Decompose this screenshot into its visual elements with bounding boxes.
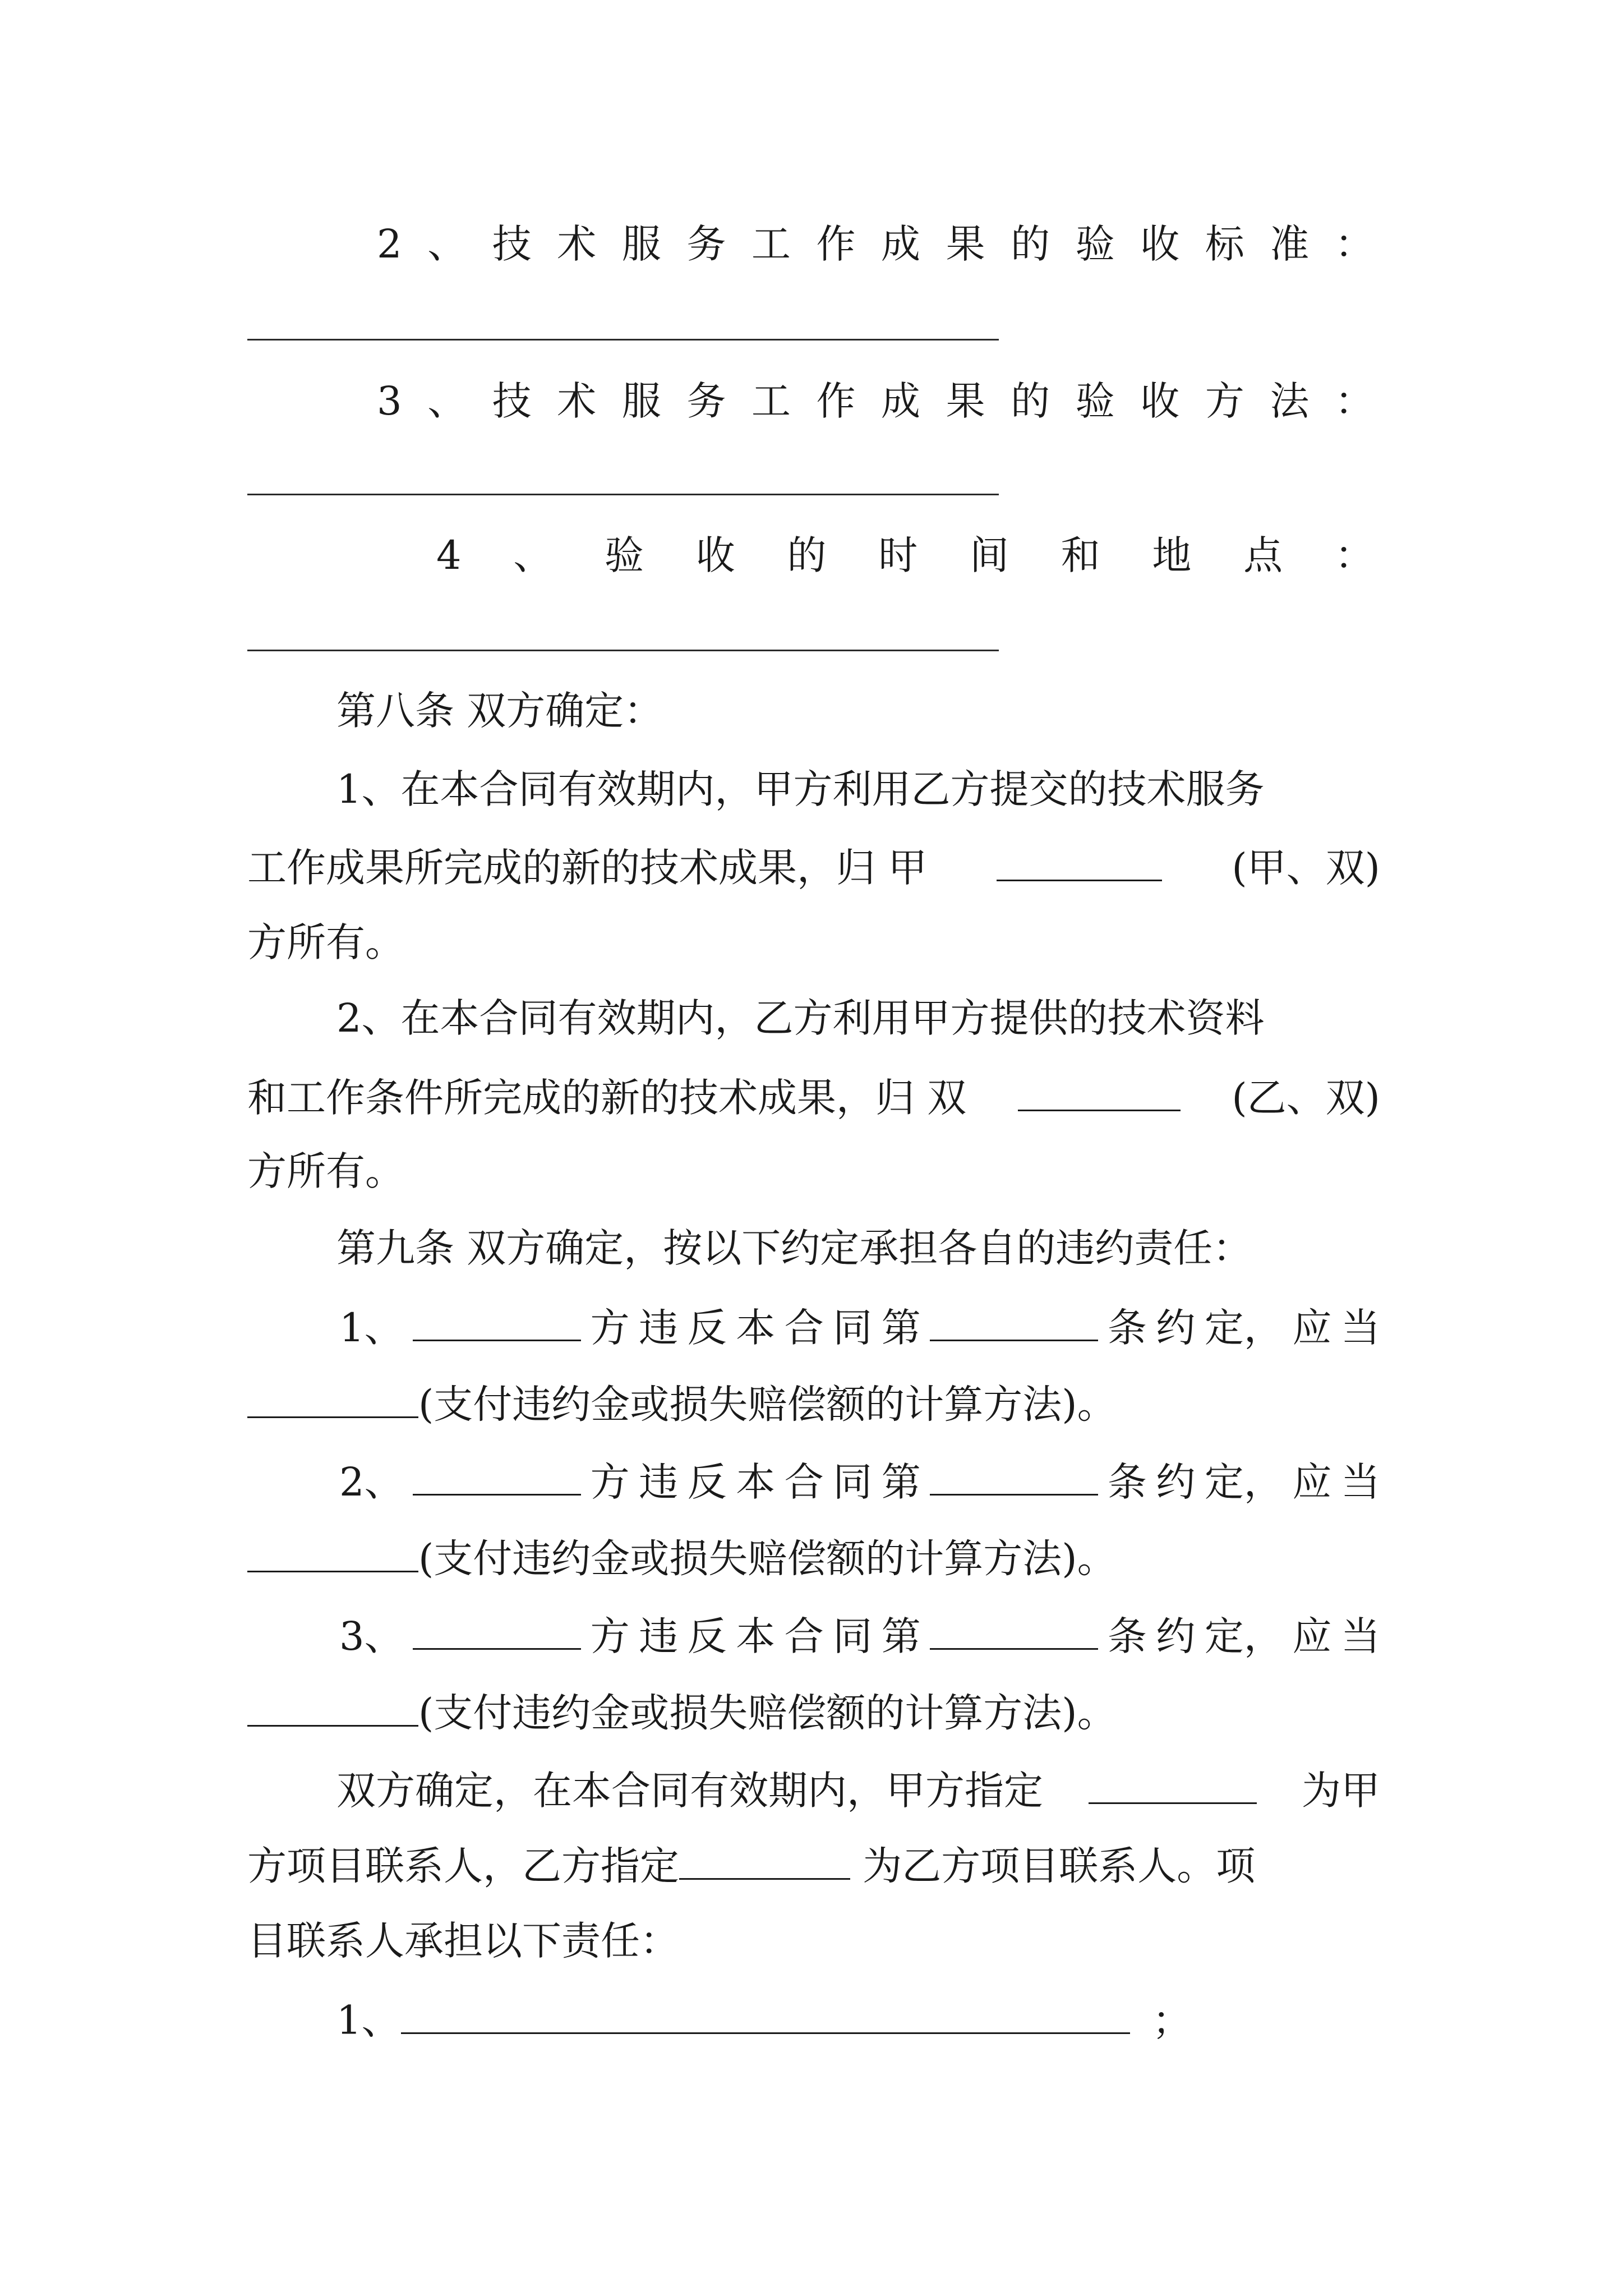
blank-field	[679, 1844, 850, 1880]
article-9-item-1-line1: 1、 方 违 反 本 合 同 第 条 约 定， 应 当	[339, 1304, 1380, 1351]
blank-field	[1089, 1769, 1257, 1804]
article-8-p2-line3: 方所有。	[247, 1148, 404, 1194]
acceptance-standard-line: 2 、 技 术 服 务 工 作 成 果 的 验 收 标 准 ：	[377, 221, 1374, 267]
article-8-p2-line2: 和工作条件所完成的新的技术成果，归 双 (乙、双)	[247, 1074, 1380, 1121]
article-9-item-1-line2: (支付违约金或损失赔偿额的计算方法)。	[247, 1383, 1117, 1424]
blank-field	[247, 1537, 418, 1572]
contact-line2: 方项目联系人，乙方指定 为乙方项目联系人。项	[247, 1843, 1256, 1889]
blank-field	[413, 1614, 581, 1650]
article-8-p1-line2: 工作成果所完成的新的技术成果，归 甲 (甲、双)	[247, 844, 1380, 891]
blank-field	[413, 1460, 581, 1496]
item-number: 2	[377, 221, 402, 267]
contact-item-1: 1、 ；	[336, 1997, 1192, 2044]
colon: ：	[1334, 221, 1374, 267]
blank-field	[930, 1614, 1098, 1650]
blank-field	[247, 1383, 418, 1418]
article-8-p1-line3: 方所有。	[247, 919, 404, 965]
article-8-heading: 第八条 双方确定：	[336, 688, 663, 734]
item-number: 4	[436, 532, 462, 578]
contact-line3: 目联系人承担以下责任：	[247, 1918, 679, 1964]
blank-field	[1018, 1076, 1181, 1111]
blank-field	[930, 1460, 1098, 1496]
blank-field	[997, 846, 1162, 881]
colon: ：	[1334, 532, 1374, 578]
item-separator: 、	[427, 378, 467, 424]
article-9-item-3-line1: 3、 方 违 反 本 合 同 第 条 约 定， 应 当	[339, 1613, 1380, 1659]
article-8-p2-line1: 2、在本合同有效期内，乙方利用甲方提供的技术资料	[336, 995, 1265, 1041]
blank-line-method	[247, 494, 999, 495]
acceptance-method-line: 3 、 技 术 服 务 工 作 成 果 的 验 收 方 法 ：	[377, 378, 1374, 424]
article-9-heading: 第九条 双方确定，按以下约定承担各自的违约责任：	[336, 1225, 1252, 1271]
article-9-item-2-line2: (支付违约金或损失赔偿额的计算方法)。	[247, 1537, 1117, 1579]
colon: ：	[1334, 378, 1374, 424]
blank-line-time-place	[247, 650, 999, 651]
blank-field	[401, 1999, 1130, 2034]
acceptance-time-place-line: 4 、 验 收 的 时 间 和 地 点 ：	[436, 532, 1374, 578]
item-separator: 、	[513, 532, 553, 578]
blank-field	[413, 1306, 581, 1341]
article-9-item-2-line1: 2、 方 违 反 本 合 同 第 条 约 定， 应 当	[339, 1458, 1380, 1505]
article-8-p1-line1: 1、在本合同有效期内，甲方利用乙方提交的技术服务	[336, 766, 1265, 812]
item-number: 3	[377, 378, 402, 424]
blank-line-standard	[247, 339, 999, 341]
blank-field	[930, 1306, 1098, 1341]
blank-field	[247, 1691, 418, 1727]
item-separator: 、	[427, 221, 467, 267]
contact-line1: 双方确定，在本合同有效期内，甲方指定 为甲	[336, 1767, 1380, 1814]
article-9-item-3-line2: (支付违约金或损失赔偿额的计算方法)。	[247, 1691, 1117, 1733]
